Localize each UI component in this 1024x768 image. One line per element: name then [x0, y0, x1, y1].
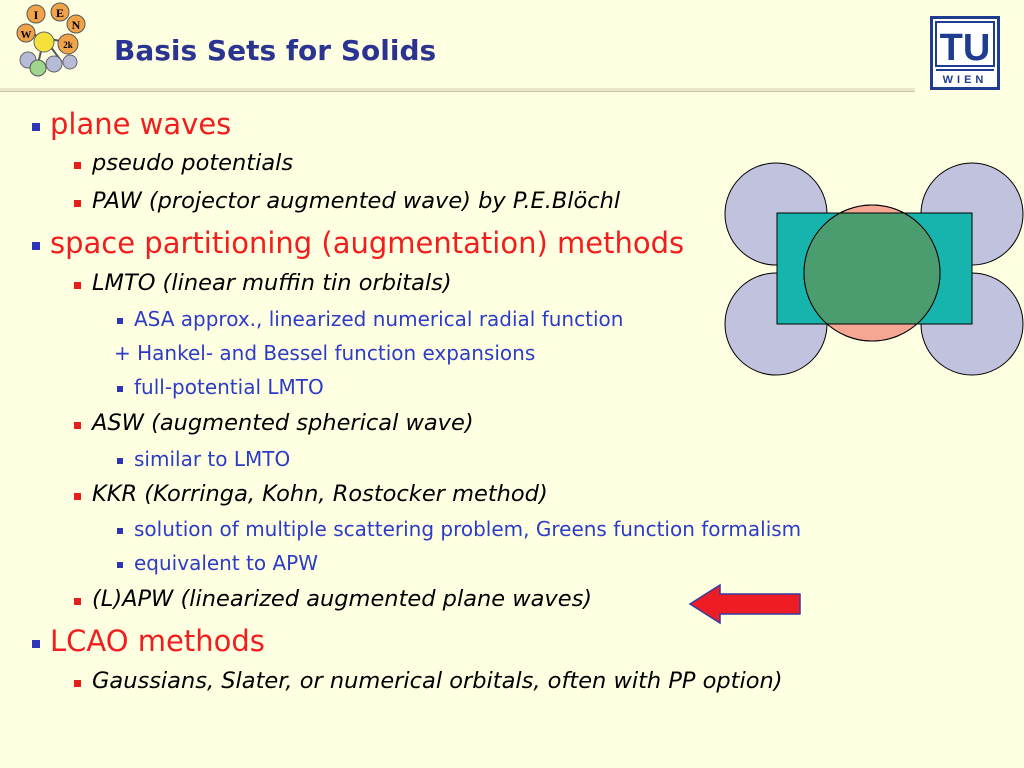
bullet-marker — [32, 123, 40, 131]
bullet-marker — [117, 562, 123, 568]
bullet-space-partitioning: space partitioning (augmentation) methods — [50, 226, 684, 260]
svg-text:E: E — [55, 6, 65, 20]
bullet-pseudo-potentials: pseudo potentials — [92, 150, 293, 176]
bullet-equivalent-apw: equivalent to APW — [134, 551, 318, 575]
bullet-full-potential: full-potential LMTO — [134, 375, 324, 399]
slide-title: Basis Sets for Solids — [114, 34, 437, 67]
central-sphere-overlap — [804, 205, 940, 341]
bullet-lmto: LMTO (linear muffin tin orbitals) — [92, 270, 452, 296]
bullet-lapw: (L)APW (linearized augmented plane waves) — [92, 586, 592, 612]
svg-text:WIEN: WIEN — [942, 74, 988, 86]
muffin-tin-diagram — [722, 160, 1024, 378]
bullet-marker — [74, 598, 81, 605]
bullet-lcao: LCAO methods — [50, 624, 265, 658]
bullet-asw: ASW (augmented spherical wave) — [92, 410, 474, 436]
bullet-asa: ASA approx., linearized numerical radial function — [134, 307, 623, 331]
bullet-plane-waves: plane waves — [50, 107, 231, 141]
bullet-paw: PAW (projector augmented wave) by P.E.Blöchl — [92, 188, 620, 214]
bullet-marker — [74, 493, 81, 500]
svg-text:I: I — [33, 8, 39, 22]
left-arrow-icon — [688, 583, 804, 625]
bullet-marker — [117, 318, 123, 324]
svg-text:W: W — [20, 29, 32, 41]
text-hankel: + Hankel- and Bessel function expansions — [114, 341, 536, 365]
bullet-similar-lmto: similar to LMTO — [134, 447, 290, 471]
bullet-marker — [117, 386, 123, 392]
bullet-scattering: solution of multiple scattering problem, Greens function formalism — [134, 517, 801, 541]
bullet-marker — [74, 680, 81, 687]
svg-text:2k: 2k — [63, 40, 73, 50]
bullet-marker — [32, 640, 40, 648]
svg-text:TU: TU — [939, 27, 991, 69]
bullet-marker — [74, 282, 81, 289]
bullet-marker — [74, 422, 81, 429]
svg-text:N: N — [71, 18, 81, 32]
bullet-gaussians: Gaussians, Slater, or numerical orbitals, often with PP option) — [92, 668, 783, 694]
bullet-kkr: KKR (Korringa, Kohn, Rostocker method) — [92, 481, 548, 507]
bullet-marker — [74, 162, 81, 169]
bullet-marker — [117, 458, 123, 464]
bullet-marker — [117, 528, 123, 534]
bullet-marker — [32, 242, 40, 250]
bullet-marker — [74, 200, 81, 207]
